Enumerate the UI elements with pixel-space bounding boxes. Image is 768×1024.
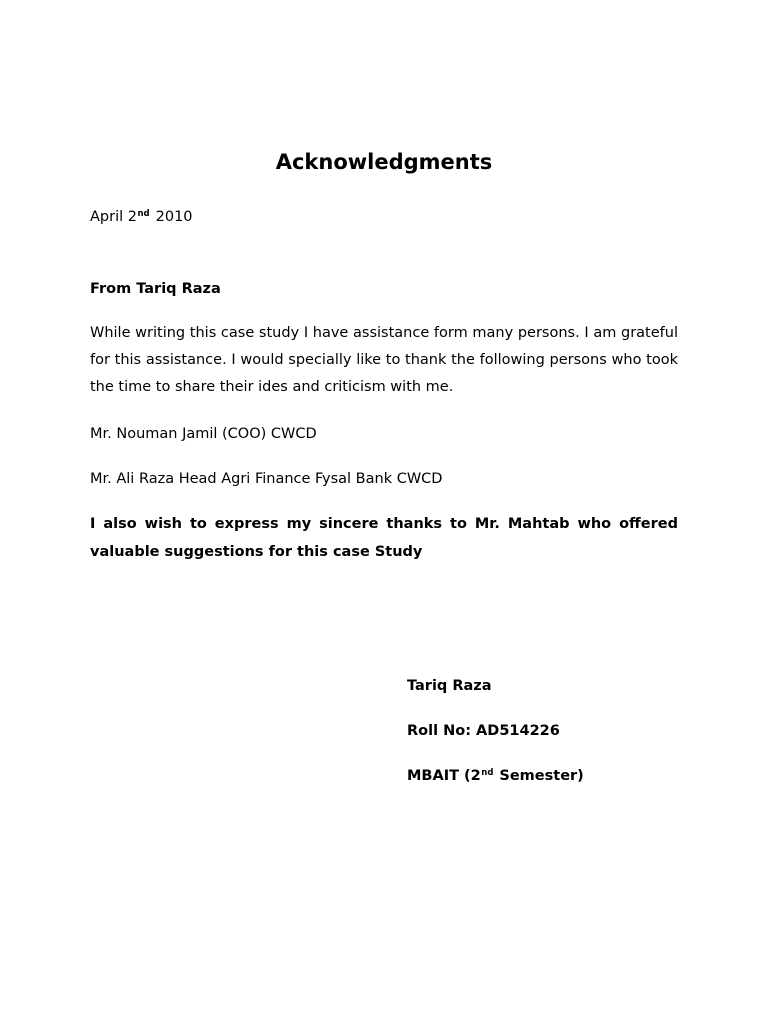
program-prefix: MBAIT (2 xyxy=(407,768,481,784)
intro-paragraph: While writing this case study I have assistance form many persons. I am grateful for this assistance. I would specially like to thank the following persons who took the time to share their ides and criticism with me. xyxy=(90,325,678,395)
page-title: Acknowledgments xyxy=(275,150,493,174)
thanks-item-nouman: Mr. Nouman Jamil (COO) CWCD xyxy=(90,426,317,442)
program-ordinal: nd xyxy=(481,768,494,778)
program-semester: Semester) xyxy=(499,768,584,784)
date-year: 2010 xyxy=(155,209,193,225)
signature-name: Tariq Raza xyxy=(407,678,492,694)
from-line: From Tariq Raza xyxy=(90,281,221,297)
closing-paragraph: I also wish to express my sincere thanks to Mr. Mahtab who offered valuable suggestions for this case Study xyxy=(90,516,678,560)
signature-roll: Roll No: AD514226 xyxy=(407,723,560,739)
date-prefix: April 2 xyxy=(90,209,137,225)
signature-program xyxy=(407,766,584,786)
date-line xyxy=(90,207,193,227)
date-ordinal: nd xyxy=(137,209,150,219)
thanks-item-ali: Mr. Ali Raza Head Agri Finance Fysal Bank CWCD xyxy=(90,471,443,487)
